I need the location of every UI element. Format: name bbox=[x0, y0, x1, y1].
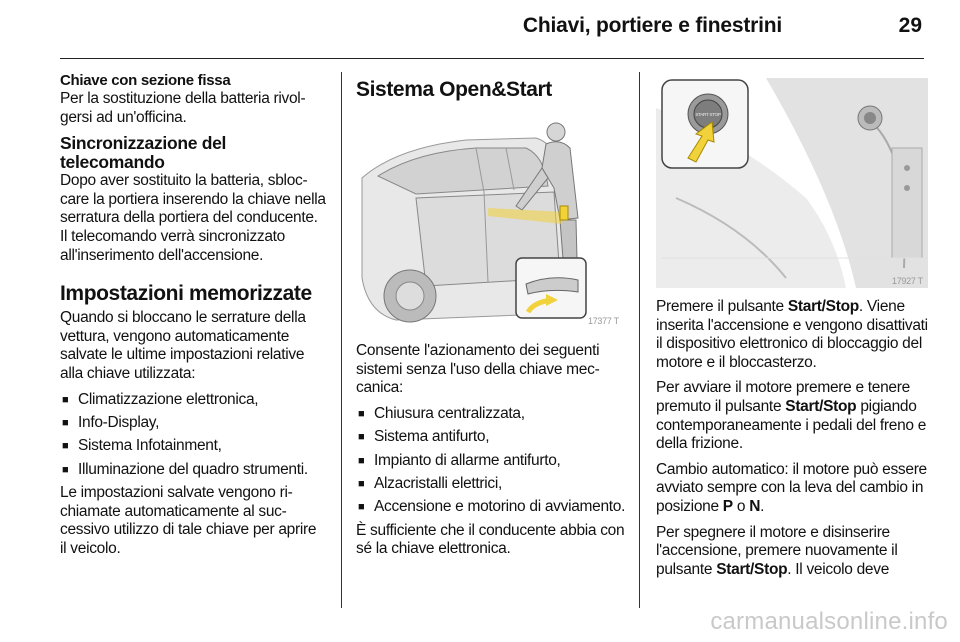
list-item: ■ Impianto di allarme antifurto, bbox=[358, 452, 626, 471]
list-item: ■ Accensione e motorino di avviamento. bbox=[358, 498, 626, 517]
column-1 bbox=[60, 72, 326, 565]
paragraph-memory-end: Le impostazioni salvate vengono richiamate automaticamente al successivo utilizzo di tale chiave per aprire il veicolo. bbox=[60, 484, 317, 557]
paragraph-open-start-end: È sufficiente che il conducente abbia con sé la chiave elettronica. bbox=[356, 521, 625, 558]
memory-list bbox=[60, 391, 326, 480]
list-item: ■ Alzacristalli elettrici, bbox=[358, 475, 626, 494]
heading-fixed-key: Chiave con sezione fissa bbox=[60, 72, 231, 89]
paragraph-fixed-key: Per la sostituzione della batteria rivolgersi ad un'officina. bbox=[60, 90, 306, 126]
column-divider-2 bbox=[639, 72, 640, 608]
heading-open-start: Sistema Open&Start bbox=[356, 78, 552, 101]
paragraph-automatic: Cambio automatico: il motore può essere avviato sempre con la leva del cambio in posizione P o N. bbox=[656, 460, 927, 515]
list-item: ■ Illuminazione del quadro strumenti. bbox=[62, 461, 326, 480]
start-stop-illustration bbox=[656, 78, 928, 288]
figure-label: 17927 T bbox=[892, 276, 923, 286]
button-text: START STOP bbox=[695, 112, 721, 117]
heading-memory: Impostazioni memorizzate bbox=[60, 282, 312, 306]
header-divider bbox=[60, 58, 924, 59]
paragraph-start-stop-2: Per avviare il motore premere e tenere premuto il pulsante Start/Stop pigiando contemporaneamente i pedali del freno e della frizione. bbox=[656, 379, 927, 453]
heading-sync: Sincronizzazione del telecomando bbox=[60, 133, 227, 173]
list-item: ■ Chiusura centralizzata, bbox=[358, 405, 626, 424]
section-title: Chiavi, portiere e finestrini bbox=[522, 14, 782, 37]
watermark: carmanualsonline.info bbox=[710, 608, 948, 635]
open-start-list bbox=[356, 405, 626, 517]
list-item: ■ Sistema Infotainment, bbox=[62, 437, 326, 456]
list-item: ■ Climatizzazione elettronica, bbox=[62, 391, 326, 410]
column-3 bbox=[656, 78, 928, 586]
column-divider-1 bbox=[341, 72, 342, 608]
paragraph-open-start-intro: Consente l'azionamento dei seguenti sistemi senza l'uso della chiave meccanica: bbox=[356, 342, 600, 397]
column-2 bbox=[356, 78, 626, 566]
list-item: ■ Info-Display, bbox=[62, 414, 326, 433]
paragraph-sync: Dopo aver sostituito la batteria, sbloccare la portiera inserendo la chiave nella serratura della portiera del conducente. Il telecomando verrà sincronizzato all'inserimento dell'accensione. bbox=[60, 172, 326, 264]
paragraph-start-stop-1: Premere il pulsante Start/Stop. Viene inserita l'accensione e vengono disattivati il dispositivo elettronico di bloccaggio del motore e il bloccasterzo. bbox=[656, 298, 928, 371]
page-number: 29 bbox=[898, 14, 922, 37]
list-item: ■ Sistema antifurto, bbox=[358, 428, 626, 447]
car-door-illustration bbox=[356, 108, 626, 330]
paragraph-memory: Quando si bloccano le serrature della vettura, vengono automaticamente salvate le ultime impostazioni relative alla chiave utilizzata: bbox=[60, 309, 306, 382]
paragraph-stop-engine: Per spegnere il motore e disinserire l'accensione, premere nuovamente il pulsante Start/Stop. Il veicolo deve bbox=[656, 523, 898, 578]
figure-label: 17377 T bbox=[588, 316, 619, 326]
